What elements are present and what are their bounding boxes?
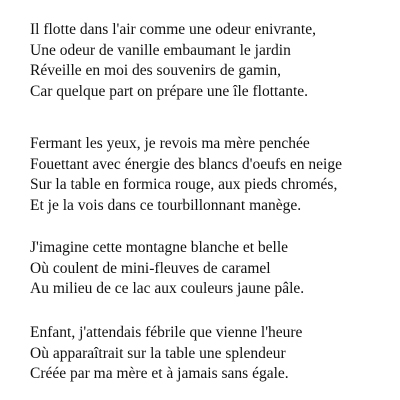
poem-stanza <box>30 20 390 102</box>
poem-line: Fermant les yeux, je revois ma mère penchée <box>30 135 310 152</box>
poem-line: Et je la vois dans ce tourbillonnant manège. <box>30 196 302 214</box>
poem-line: J'imagine cette montagne blanche et belle <box>30 239 289 256</box>
poem-line: Enfant, j'attendais fébrile que vienne l'heure <box>30 324 303 341</box>
poem-stanza <box>30 323 390 385</box>
poem-line: Où coulent de mini-fleuves de caramel <box>30 259 271 277</box>
poem-line: Créée par ma mère et à jamais sans égale. <box>30 365 289 382</box>
poem-stanza <box>30 134 390 216</box>
poem-line: Une odeur de vanille embaumant le jardin <box>30 41 291 59</box>
poem-line: Réveille en moi des souvenirs de gamin, <box>30 62 281 79</box>
poem-line: Où apparaîtrait sur la table une splendeur <box>30 344 286 362</box>
poem-line: Fouettant avec énergie des blancs d'oeufs en neige <box>30 155 342 173</box>
poem-line: Au milieu de ce lac aux couleurs jaune pâle. <box>30 280 305 297</box>
poem-line: Car quelque part on prépare une île flottante. <box>30 82 309 100</box>
poem-line: Il flotte dans l'air comme une odeur enivrante, <box>30 21 316 38</box>
poem-line: Sur la table en formica rouge, aux pieds chromés, <box>30 176 338 193</box>
poem-stanza <box>30 238 390 300</box>
